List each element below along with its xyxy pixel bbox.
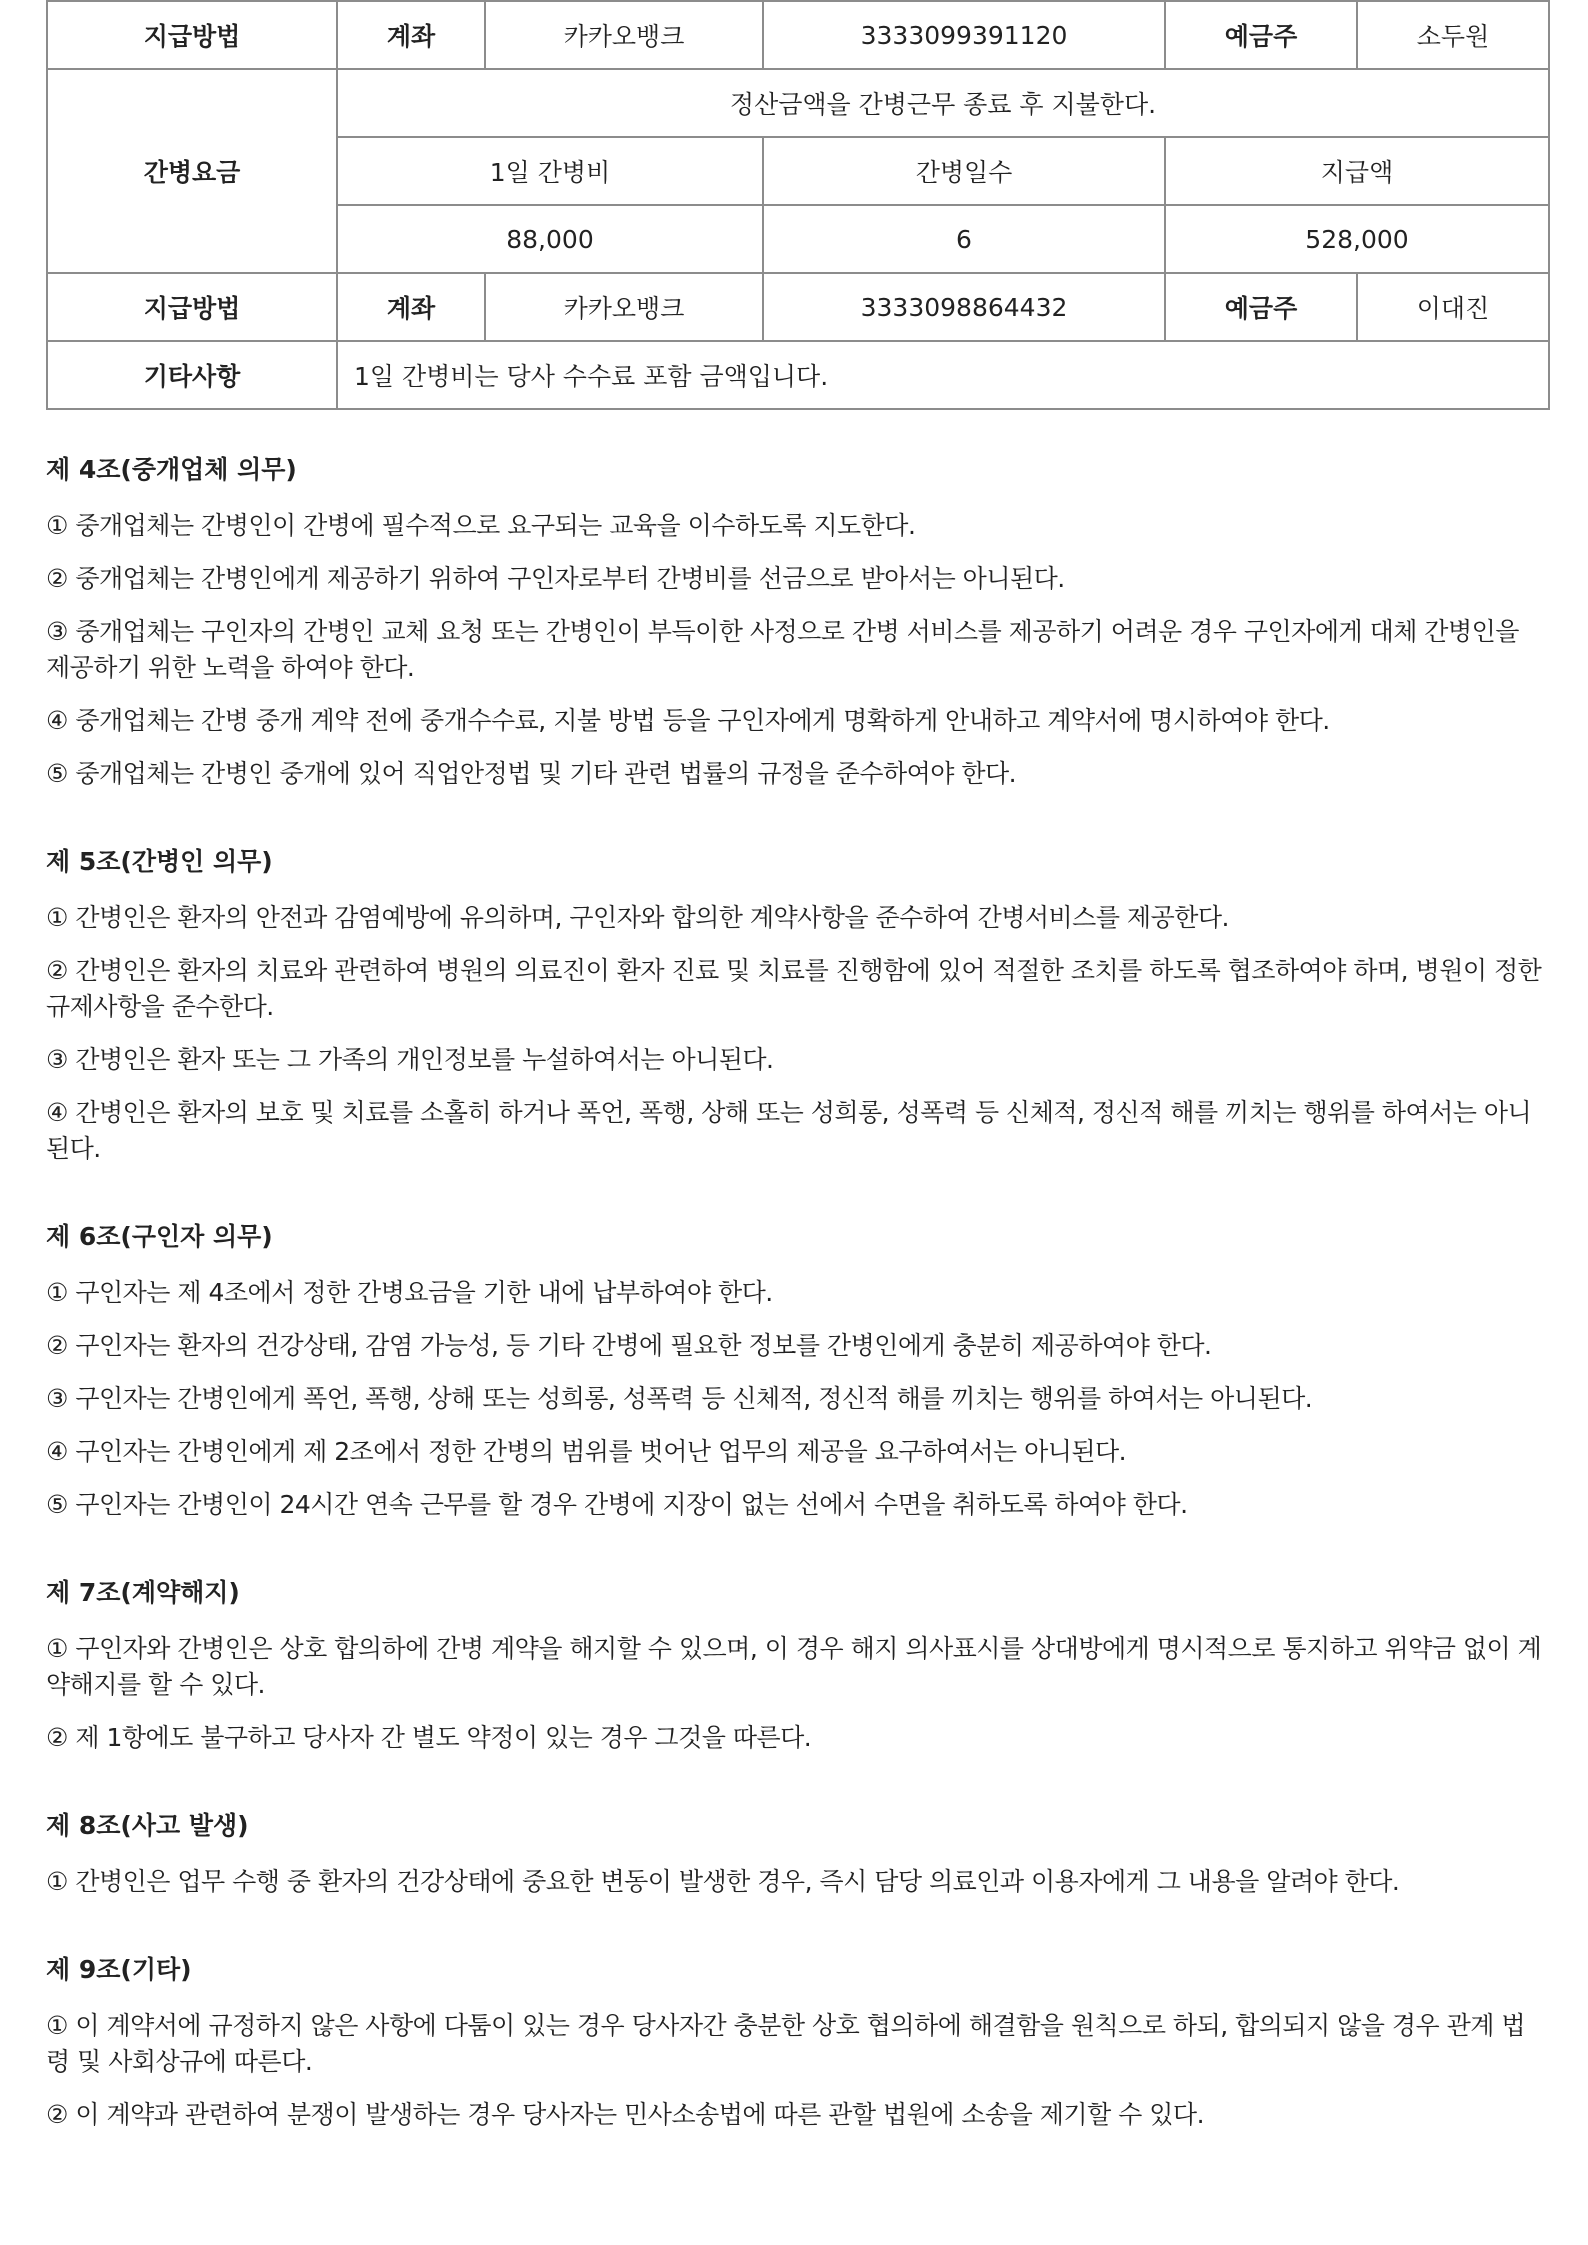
- payment-method-row-2: [47, 273, 1549, 341]
- other-notes-text: 1일 간병비는 당사 수수료 포함 금액입니다.: [337, 341, 1549, 409]
- payment-table: [46, 0, 1550, 410]
- daily-fee-header: 1일 간병비: [337, 137, 763, 205]
- article-clause: ② 중개업체는 간병인에게 제공하기 위하여 구인자로부터 간병비를 선금으로 받아서는 아니된다.: [46, 564, 1065, 593]
- article-clause: ① 이 계약서에 규정하지 않은 사항에 다툼이 있는 경우 당사자간 충분한 상호 협의하에 해결함을 원칙으로 하되, 합의되지 않을 경우 관계 법령 및 사회상규에 따른다.: [46, 2011, 1526, 2076]
- article-clause: ⑤ 중개업체는 간병인 중개에 있어 직업안정법 및 기타 관련 법률의 규정을 준수하여야 한다.: [46, 759, 1017, 788]
- article-clause: ④ 구인자는 간병인에게 제 2조에서 정한 간병의 범위를 벗어난 업무의 제공을 요구하여서는 아니된다.: [46, 1437, 1127, 1466]
- article-5: [46, 846, 1548, 1167]
- bank-name: 카카오뱅크: [485, 273, 763, 341]
- account-holder-label: 예금주: [1165, 273, 1357, 341]
- article-clause: ④ 간병인은 환자의 보호 및 치료를 소홀히 하거나 폭언, 폭행, 상해 또는 성희롱, 성폭력 등 신체적, 정신적 해를 끼치는 행위를 하여서는 아니된다.: [46, 1098, 1532, 1163]
- contract-page: [46, 0, 1548, 2187]
- article-clause: ③ 구인자는 간병인에게 폭언, 폭행, 상해 또는 성희롱, 성폭력 등 신체적, 정신적 해를 끼치는 행위를 하여서는 아니된다.: [46, 1384, 1313, 1413]
- article-title: 제 7조(계약해지): [46, 1578, 240, 1607]
- article-title: 제 8조(사고 발생): [46, 1811, 249, 1840]
- contract-articles: [46, 454, 1548, 2133]
- article-8: [46, 1810, 1548, 1900]
- account-holder: 소두원: [1357, 1, 1549, 69]
- article-clause: ③ 중개업체는 구인자의 간병인 교체 요청 또는 간병인이 부득이한 사정으로 간병 서비스를 제공하기 어려운 경우 구인자에게 대체 간병인을 제공하기 위한 노력을 하여야 한다.: [46, 617, 1519, 682]
- care-days-header: 간병일수: [763, 137, 1165, 205]
- article-clause: ① 간병인은 환자의 안전과 감염예방에 유의하며, 구인자와 합의한 계약사항을 준수하여 간병서비스를 제공한다.: [46, 903, 1229, 932]
- care-days-value: 6: [763, 205, 1165, 273]
- article-clause: ② 간병인은 환자의 치료와 관련하여 병원의 의료진이 환자 진료 및 치료를 진행함에 있어 적절한 조치를 하도록 협조하여야 하며, 병원이 정한 규제사항을 준수한다.: [46, 956, 1542, 1021]
- article-clause: ① 구인자와 간병인은 상호 합의하에 간병 계약을 해지할 수 있으며, 이 경우 해지 의사표시를 상대방에게 명시적으로 통지하고 위약금 없이 계약해지를 할 수 있다.: [46, 1634, 1542, 1699]
- article-title: 제 9조(기타): [46, 1955, 192, 1984]
- daily-fee-value: 88,000: [337, 205, 763, 273]
- article-clause: ② 구인자는 환자의 건강상태, 감염 가능성, 등 기타 간병에 필요한 정보를 간병인에게 충분히 제공하여야 한다.: [46, 1331, 1212, 1360]
- article-clause: ④ 중개업체는 간병 중개 계약 전에 중개수수료, 지불 방법 등을 구인자에게 명확하게 안내하고 계약서에 명시하여야 한다.: [46, 706, 1330, 735]
- article-7: [46, 1577, 1548, 1756]
- fee-settlement-note: 정산금액을 간병근무 종료 후 지불한다.: [337, 69, 1549, 137]
- account-number: 3333099391120: [763, 1, 1165, 69]
- payment-method-row-1: [47, 1, 1549, 69]
- article-4: [46, 454, 1548, 792]
- article-title: 제 5조(간병인 의무): [46, 847, 273, 876]
- article-clause: ① 중개업체는 간병인이 간병에 필수적으로 요구되는 교육을 이수하도록 지도한다.: [46, 511, 916, 540]
- article-title: 제 4조(중개업체 의무): [46, 455, 297, 484]
- other-notes-label: 기타사항: [47, 341, 337, 409]
- account-holder-label: 예금주: [1165, 1, 1357, 69]
- article-clause: ① 간병인은 업무 수행 중 환자의 건강상태에 중요한 변동이 발생한 경우, 즉시 담당 의료인과 이용자에게 그 내용을 알려야 한다.: [46, 1867, 1400, 1896]
- payment-amount-header: 지급액: [1165, 137, 1549, 205]
- article-clause: ③ 간병인은 환자 또는 그 가족의 개인정보를 누설하여서는 아니된다.: [46, 1045, 774, 1074]
- article-clause: ② 이 계약과 관련하여 분쟁이 발생하는 경우 당사자는 민사소송법에 따른 관할 법원에 소송을 제기할 수 있다.: [46, 2100, 1205, 2129]
- bank-name: 카카오뱅크: [485, 1, 763, 69]
- article-clause: ⑤ 구인자는 간병인이 24시간 연속 근무를 할 경우 간병에 지장이 없는 선에서 수면을 취하도록 하여야 한다.: [46, 1490, 1188, 1519]
- payment-method-label: 지급방법: [47, 273, 337, 341]
- account-holder: 이대진: [1357, 273, 1549, 341]
- article-clause: ② 제 1항에도 불구하고 당사자 간 별도 약정이 있는 경우 그것을 따른다.: [46, 1723, 812, 1752]
- article-9: [46, 1954, 1548, 2133]
- article-title: 제 6조(구인자 의무): [46, 1222, 273, 1251]
- article-clause: ① 구인자는 제 4조에서 정한 간병요금을 기한 내에 납부하여야 한다.: [46, 1278, 773, 1307]
- account-label: 계좌: [337, 1, 485, 69]
- fee-note-row: [47, 69, 1549, 137]
- payment-amount-value: 528,000: [1165, 205, 1549, 273]
- care-fee-label: 간병요금: [47, 69, 337, 273]
- article-6: [46, 1221, 1548, 1523]
- payment-method-label: 지급방법: [47, 1, 337, 69]
- other-notes-row: [47, 341, 1549, 409]
- account-label: 계좌: [337, 273, 485, 341]
- account-number: 3333098864432: [763, 273, 1165, 341]
